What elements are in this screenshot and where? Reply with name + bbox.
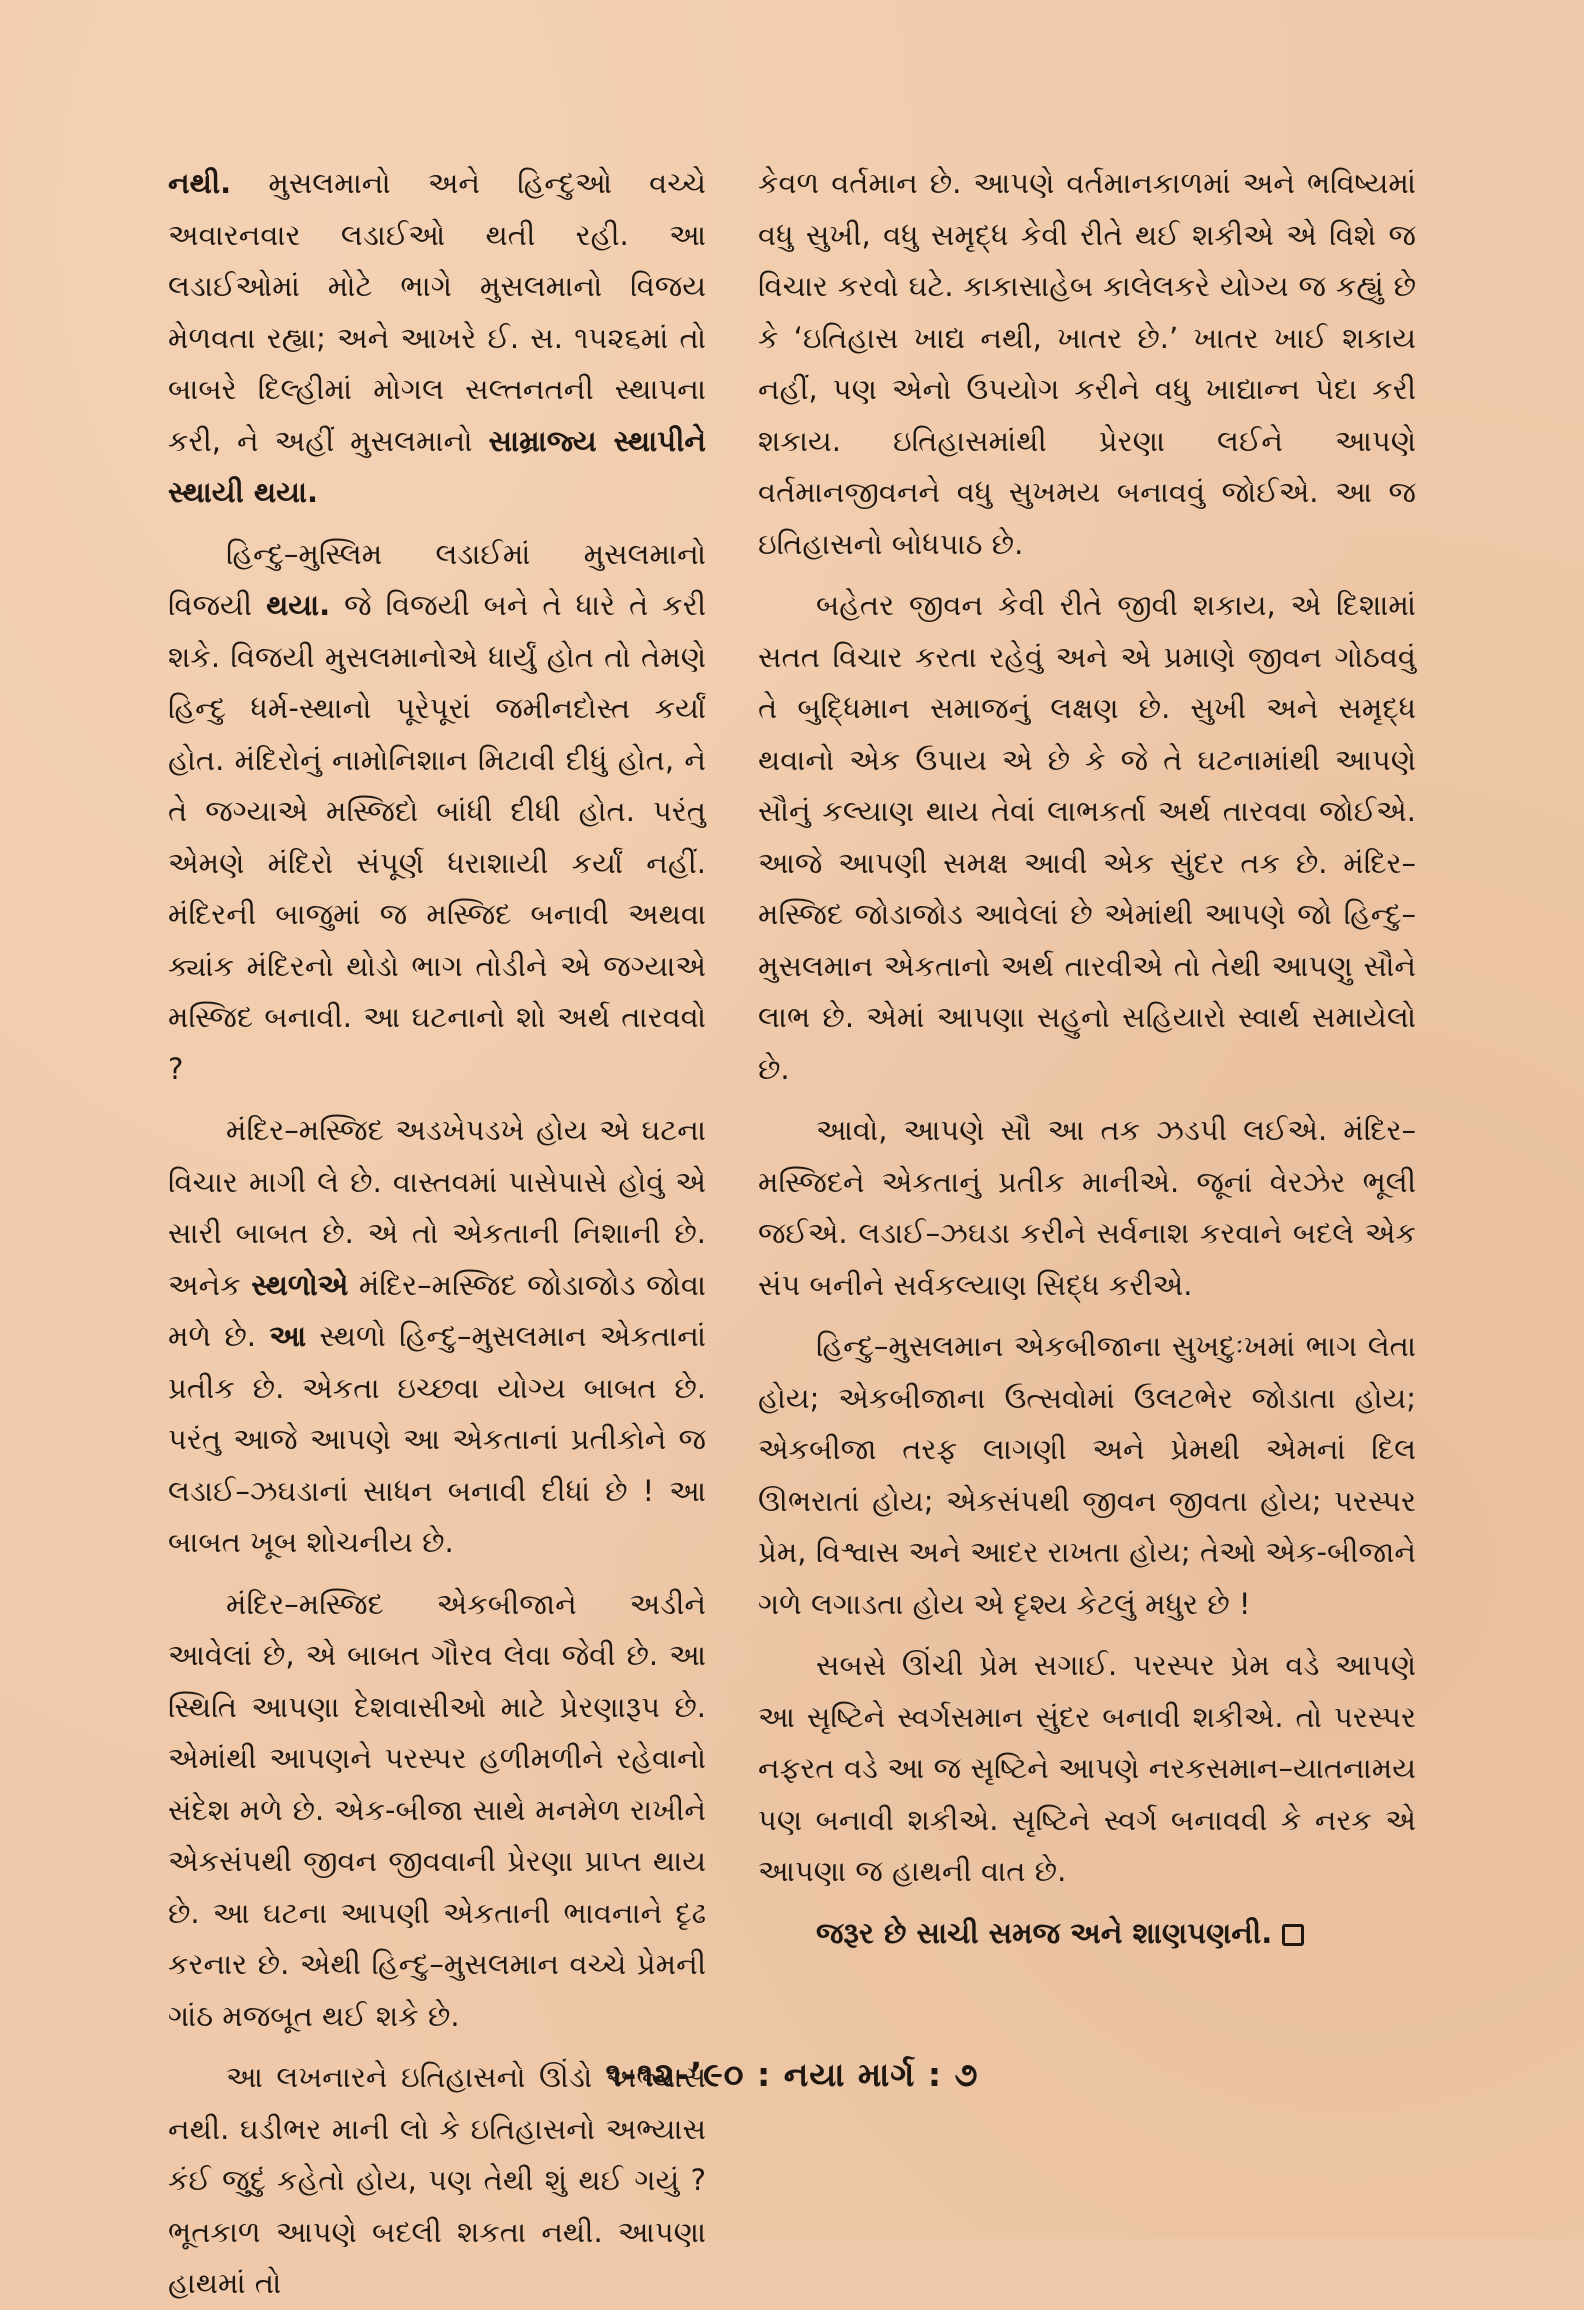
left-p2-rest: જે વિજયી બને તે ધારે તે કરી શકે. વિજયી મુસલમાનોએ ધાર્યું હોત તો તેમણે હિન્દુ ધર્મ-સ્થાનો પૂરેપૂરાં જમીનદોસ્ત કર્યાં હોત. મંદિરોનું નામોનિશાન મિટાવી દીધું હોત, ને તે જગ્યાએ મસ્જિદો બાંધી દીધી હોત. પરંતુ એમણે મંદિરો સંપૂર્ણ ધરાશાયી કર્યાં નહીં. મંદિરની બાજુમાં જ મસ્જિદ બનાવી અથવા ક્યાંક મંદિરનો થોડો ભાગ તોડીને એ જગ્યાએ મસ્જિદ બનાવી. આ ઘટનાનો શો અર્થ તારવવો ? [168,588,706,1086]
footer-text: ૧-૧૨-’૯૦ : નયા માર્ગ : ૭ [605,2055,979,2094]
left-paragraph-5: આ લખનારને ઇતિહાસનો ઊંડો અભ્યાસ નથી. ઘડીભર માની લો કે ઇતિહાસનો અભ્યાસ કંઈ જુદું કહેતો હોય, પણ તેથી શું થઈ ગયું ? ભૂતકાળ આપણે બદલી શકતા નથી. આપણા હાથમાં તો [168,2060,706,2300]
right-paragraph-5: સબસે ઊંચી પ્રેમ સગાઈ. પરસ્પર પ્રેમ વડે આપણે આ સૃષ્ટિને સ્વર્ગસમાન સુંદર બનાવી શકીએ. તો પરસ્પર નફરત વડે આ જ સૃષ્ટિને આપણે નરકસમાન–યાતનામય પણ બનાવી શકીએ. સૃષ્ટિને સ્વર્ગ બનાવવી કે નરક એ આપણા જ હાથની વાત છે. [758,1648,1416,1888]
left-paragraph-4: મંદિર–મસ્જિદ એકબીજાને અડીને આવેલાં છે, એ બાબત ગૌરવ લેવા જેવી છે. આ સ્થિતિ આપણા દેશવાસીઓ માટે પ્રેરણારૂપ છે. એમાંથી આપણને પરસ્પર હળીમળીને રહેવાનો સંદેશ મળે છે. એક-બીજા સાથે મનમેળ રાખીને એકસંપથી જીવન જીવવાની પ્રેરણા પ્રાપ્ત થાય છે. આ ઘટના આપણી એકતાની ભાવનાને દૃઢ કરનાર છે. એથી હિન્દુ–મુસલમાન વચ્ચે પ્રેમની ગાંઠ મજબૂત થઈ શકે છે. [168,1586,706,2033]
left-paragraph-3 [168,1105,706,1569]
right-paragraph-4: હિન્દુ–મુસલમાન એકબીજાના સુખદુઃખમાં ભાગ લેતા હોય; એકબીજાના ઉત્સવોમાં ઉલટભેર જોડાતા હોય; એકબીજા તરફ લાગણી અને પ્રેમથી એમનાં દિલ ઊભરાતાં હોય; એકસંપથી જીવન જીવતા હોય; પરસ્પર પ્રેમ, વિશ્વાસ અને આદર રાખતા હોય; તેઓ એક-બીજાને ગળે લગાડતા હોય એ દૃશ્ય કેટલું મધુર છે ! [758,1329,1416,1621]
page-footer [0,2055,1584,2095]
closing-text: જરૂર છે સાચી સમજ અને શાણપણની. [816,1915,1273,1950]
left-p3-text: મંદિર–મસ્જિદ અડખેપડખે હોય એ ઘટના વિચાર માગી લે છે. વાસ્તવમાં પાસેપાસે હોવું એ સારી બાબત છે. એ તો એકતાની નિશાની છે. અનેક [168,1113,706,1302]
left-p2-lead: થયા. [266,588,331,622]
left-p3-bold2: આ [269,1319,307,1353]
left-p1-tail: સામ્રાજ્ય સ્થાપીને સ્થાયી થયા. [168,423,706,509]
left-p3-bold: સ્થળોએ [251,1267,349,1302]
left-p3-rest: મંદિર–મસ્જિદ જોડાજોડ જોવા મળે છે. [168,1267,707,1353]
left-column [168,158,706,2310]
right-closing [758,1908,1416,1960]
left-paragraph-2 [168,529,706,1096]
end-mark-icon [1282,1924,1304,1946]
right-paragraph-3: આવો, આપણે સૌ આ તક ઝડપી લઈએ. મંદિર–મસ્જિદને એકતાનું પ્રતીક માનીએ. જૂનાં વેરઝેર ભૂલી જઈએ. લડાઈ–ઝઘડા કરીને સર્વનાશ કરવાને બદલે એક સંપ બનીને સર્વકલ્યાણ સિદ્ધ કરીએ. [758,1113,1416,1302]
right-paragraph-1: કેવળ વર્તમાન છે. આપણે વર્તમાનકાળમાં અને ભવિષ્યમાં વધુ સુખી, વધુ સમૃદ્ધ કેવી રીતે થઈ શકીએ એ વિશે જ વિચાર કરવો ઘટે. કાકાસાહેબ કાલેલકરે યોગ્ય જ કહ્યું છે કે ‘ઇતિહાસ ખાદ્ય નથી, ખાતર છે.’ ખાતર ખાઈ શકાય નહીં, પણ એનો ઉપયોગ કરીને વધુ ખાદ્યાન્ન પેદા કરી શકાય. ઇતિહાસમાંથી પ્રેરણા લઈને આપણે વર્તમાનજીવનને વધુ સુખમય બનાવવું જોઈએ. આ જ ઇતિહાસનો બોધપાઠ છે. [758,166,1416,561]
left-p2-text: હિન્દુ–મુસ્લિમ લડાઈમાં મુસલમાનો વિજયી [168,536,706,622]
left-p1-text: મુસલમાનો અને હિન્દુઓ વચ્ચે અવારનવાર લડાઈઓ થતી રહી. આ લડાઈઓમાં મોટે ભાગે મુસલમાનો વિજય મેળવતા રહ્યા; અને આખરે ઈ. સ. ૧૫૨૬માં તો બાબરે દિલ્હીમાં મોગલ સલ્તનતની સ્થાપના કરી, ને અહીં મુસલમાનો [168,166,706,458]
left-p3-rest2: સ્થળો હિન્દુ–મુસલમાન એકતાનાં પ્રતીક છે. એકતા ઇચ્છવા યોગ્ય બાબત છે. પરંતુ આજે આપણે આ એકતાનાં પ્રતીકોને જ લડાઈ–ઝઘડાનાં સાધન બનાવી દીધાં છે ! આ બાબત ખૂબ શોચનીય છે. [168,1319,707,1559]
right-paragraph-2: બહેતર જીવન કેવી રીતે જીવી શકાય, એ દિશામાં સતત વિચાર કરતા રહેવું અને એ પ્રમાણે જીવન ગોઠવવું તે બુદ્ધિમાન સમાજનું લક્ષણ છે. સુખી અને સમૃદ્ધ થવાનો એક ઉપાય એ છે કે જે તે ઘટનામાંથી આપણે સૌનું કલ્યાણ થાય તેવાં લાભકર્તા અર્થ તારવવા જોઈએ. આજે આપણી સમક્ષ આવી એક સુંદર તક છે. મંદિર–મસ્જિદ જોડાજોડ આવેલાં છે એમાંથી આપણે જો હિન્દુ–મુસલમાન એકતાનો અર્થ તારવીએ તો તેથી આપણુ સૌને લાભ છે. એમાં આપણા સહુનો સહિયારો સ્વાર્થ સમાયેલો છે. [758,588,1416,1086]
right-column [758,158,1416,1959]
left-p1-lead: નથી. [168,166,232,200]
left-paragraph-1 [168,158,706,519]
